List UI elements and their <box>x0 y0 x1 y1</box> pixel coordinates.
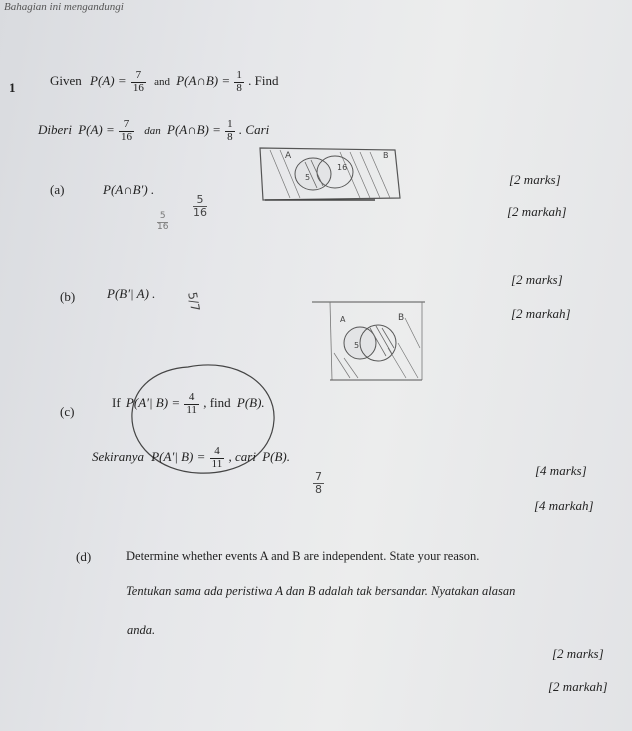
handwritten-denominator: 8 <box>315 483 322 497</box>
page-header: Bahagian ini mengandungi <box>4 1 124 13</box>
fraction-numerator: 4 <box>210 446 225 459</box>
venn-diagram-sketch <box>255 140 405 210</box>
part-d-marks-ms: [2 markah] <box>548 679 608 694</box>
handwritten-numerator: 5 <box>157 212 168 223</box>
handwritten-denominator: 16 <box>157 221 169 232</box>
part-c-en-expression: P(A′| B) = <box>125 395 181 411</box>
part-c-question-en <box>112 392 265 416</box>
fraction-denominator: 8 <box>227 130 233 143</box>
given-en-prefix: Given <box>50 73 82 89</box>
given-ms-pab: P(A∩B) = <box>167 122 221 138</box>
part-c-label: (c) <box>60 404 75 419</box>
question-given-ms <box>38 119 269 143</box>
fraction-denominator: 11 <box>186 403 197 416</box>
part-a-handwritten-work <box>157 212 168 233</box>
fraction-7-16 <box>131 70 146 94</box>
fraction-7-16 <box>119 119 134 143</box>
part-b-marks-ms: [2 markah] <box>511 306 571 321</box>
fraction-numerator: 4 <box>184 392 199 405</box>
part-a-marks-ms: [2 markah] <box>507 204 567 219</box>
given-ms-prefix: Diberi <box>38 122 72 138</box>
given-ms-dan: dan <box>144 125 161 138</box>
fraction-numerator: 1 <box>227 118 233 130</box>
part-c-en-find: , find <box>203 395 231 411</box>
fraction-denominator: 16 <box>132 81 144 94</box>
part-c-marks-ms: [4 markah] <box>534 498 594 513</box>
part-b-handwritten-answer: 5/7 <box>185 291 203 313</box>
part-c-handwritten-answer <box>313 471 324 496</box>
fraction-4-11 <box>184 392 199 416</box>
fraction-4-11 <box>210 446 225 470</box>
venn1-label-b: B <box>383 151 389 160</box>
part-c-en-pb: P(B). <box>236 395 265 411</box>
fraction-1-8 <box>234 70 244 94</box>
part-c-marks-en: [4 marks] <box>535 463 587 478</box>
part-c-ms-pb: P(B). <box>262 449 290 465</box>
part-c-question-ms <box>92 446 290 470</box>
part-c-ms-cari: , cari <box>228 449 256 465</box>
part-d-text-ms-line1: Tentukan sama ada peristiwa A dan B adalah tak bersandar. Nyatakan alasan <box>126 584 516 598</box>
part-c-ms-prefix: Sekiranya <box>92 449 144 465</box>
venn2-left-value: 5 <box>354 341 360 350</box>
fraction-numerator: 7 <box>131 70 146 83</box>
venn2-label-a: A <box>340 315 346 324</box>
given-ms-cari: . Cari <box>238 122 270 138</box>
fraction-numerator: 1 <box>236 69 242 81</box>
given-en-pa: P(A) = <box>90 73 127 89</box>
part-a-marks-en: [2 marks] <box>509 172 561 187</box>
venn1-right-value: 16 <box>337 163 348 172</box>
part-d-marks-en: [2 marks] <box>552 646 604 661</box>
venn2-label-b: B <box>398 313 405 323</box>
part-a-expression: P(A∩B′) . <box>103 182 155 197</box>
part-a-label: (a) <box>50 182 65 197</box>
part-b-expression: P(B′| A) . <box>107 286 156 301</box>
handwritten-denominator: 16 <box>193 206 207 220</box>
part-d-label: (d) <box>76 549 92 564</box>
given-en-find: . Find <box>248 73 279 89</box>
fraction-denominator: 8 <box>236 81 242 94</box>
part-b-marks-en: [2 marks] <box>511 272 563 287</box>
fraction-denominator: 11 <box>211 457 223 470</box>
given-en-and: and <box>154 76 170 89</box>
part-c-ms-expression: P(A′| B) = <box>151 449 206 465</box>
handwritten-numerator: 7 <box>315 470 322 483</box>
given-en-pab: P(A∩B) = <box>176 73 231 89</box>
fraction-denominator: 16 <box>121 130 133 143</box>
venn1-left-value: 5 <box>305 173 311 182</box>
part-d-text-ms-line2: anda. <box>127 623 156 637</box>
given-ms-pa: P(A) = <box>78 122 115 138</box>
part-c-en-prefix: If <box>112 395 121 411</box>
part-d-text-en: Determine whether events A and B are independent. State your reason. <box>126 549 480 563</box>
venn1-label-a: A <box>285 151 292 161</box>
handwritten-numerator: 5 <box>193 194 207 207</box>
fraction-numerator: 7 <box>119 119 134 132</box>
question-given-en <box>50 70 278 94</box>
fraction-1-8 <box>225 119 235 143</box>
part-a-handwritten-answer <box>193 194 207 219</box>
part-b-label: (b) <box>60 289 76 304</box>
venn-diagram-sketch-2 <box>310 298 430 388</box>
question-number: 1 <box>9 80 16 95</box>
